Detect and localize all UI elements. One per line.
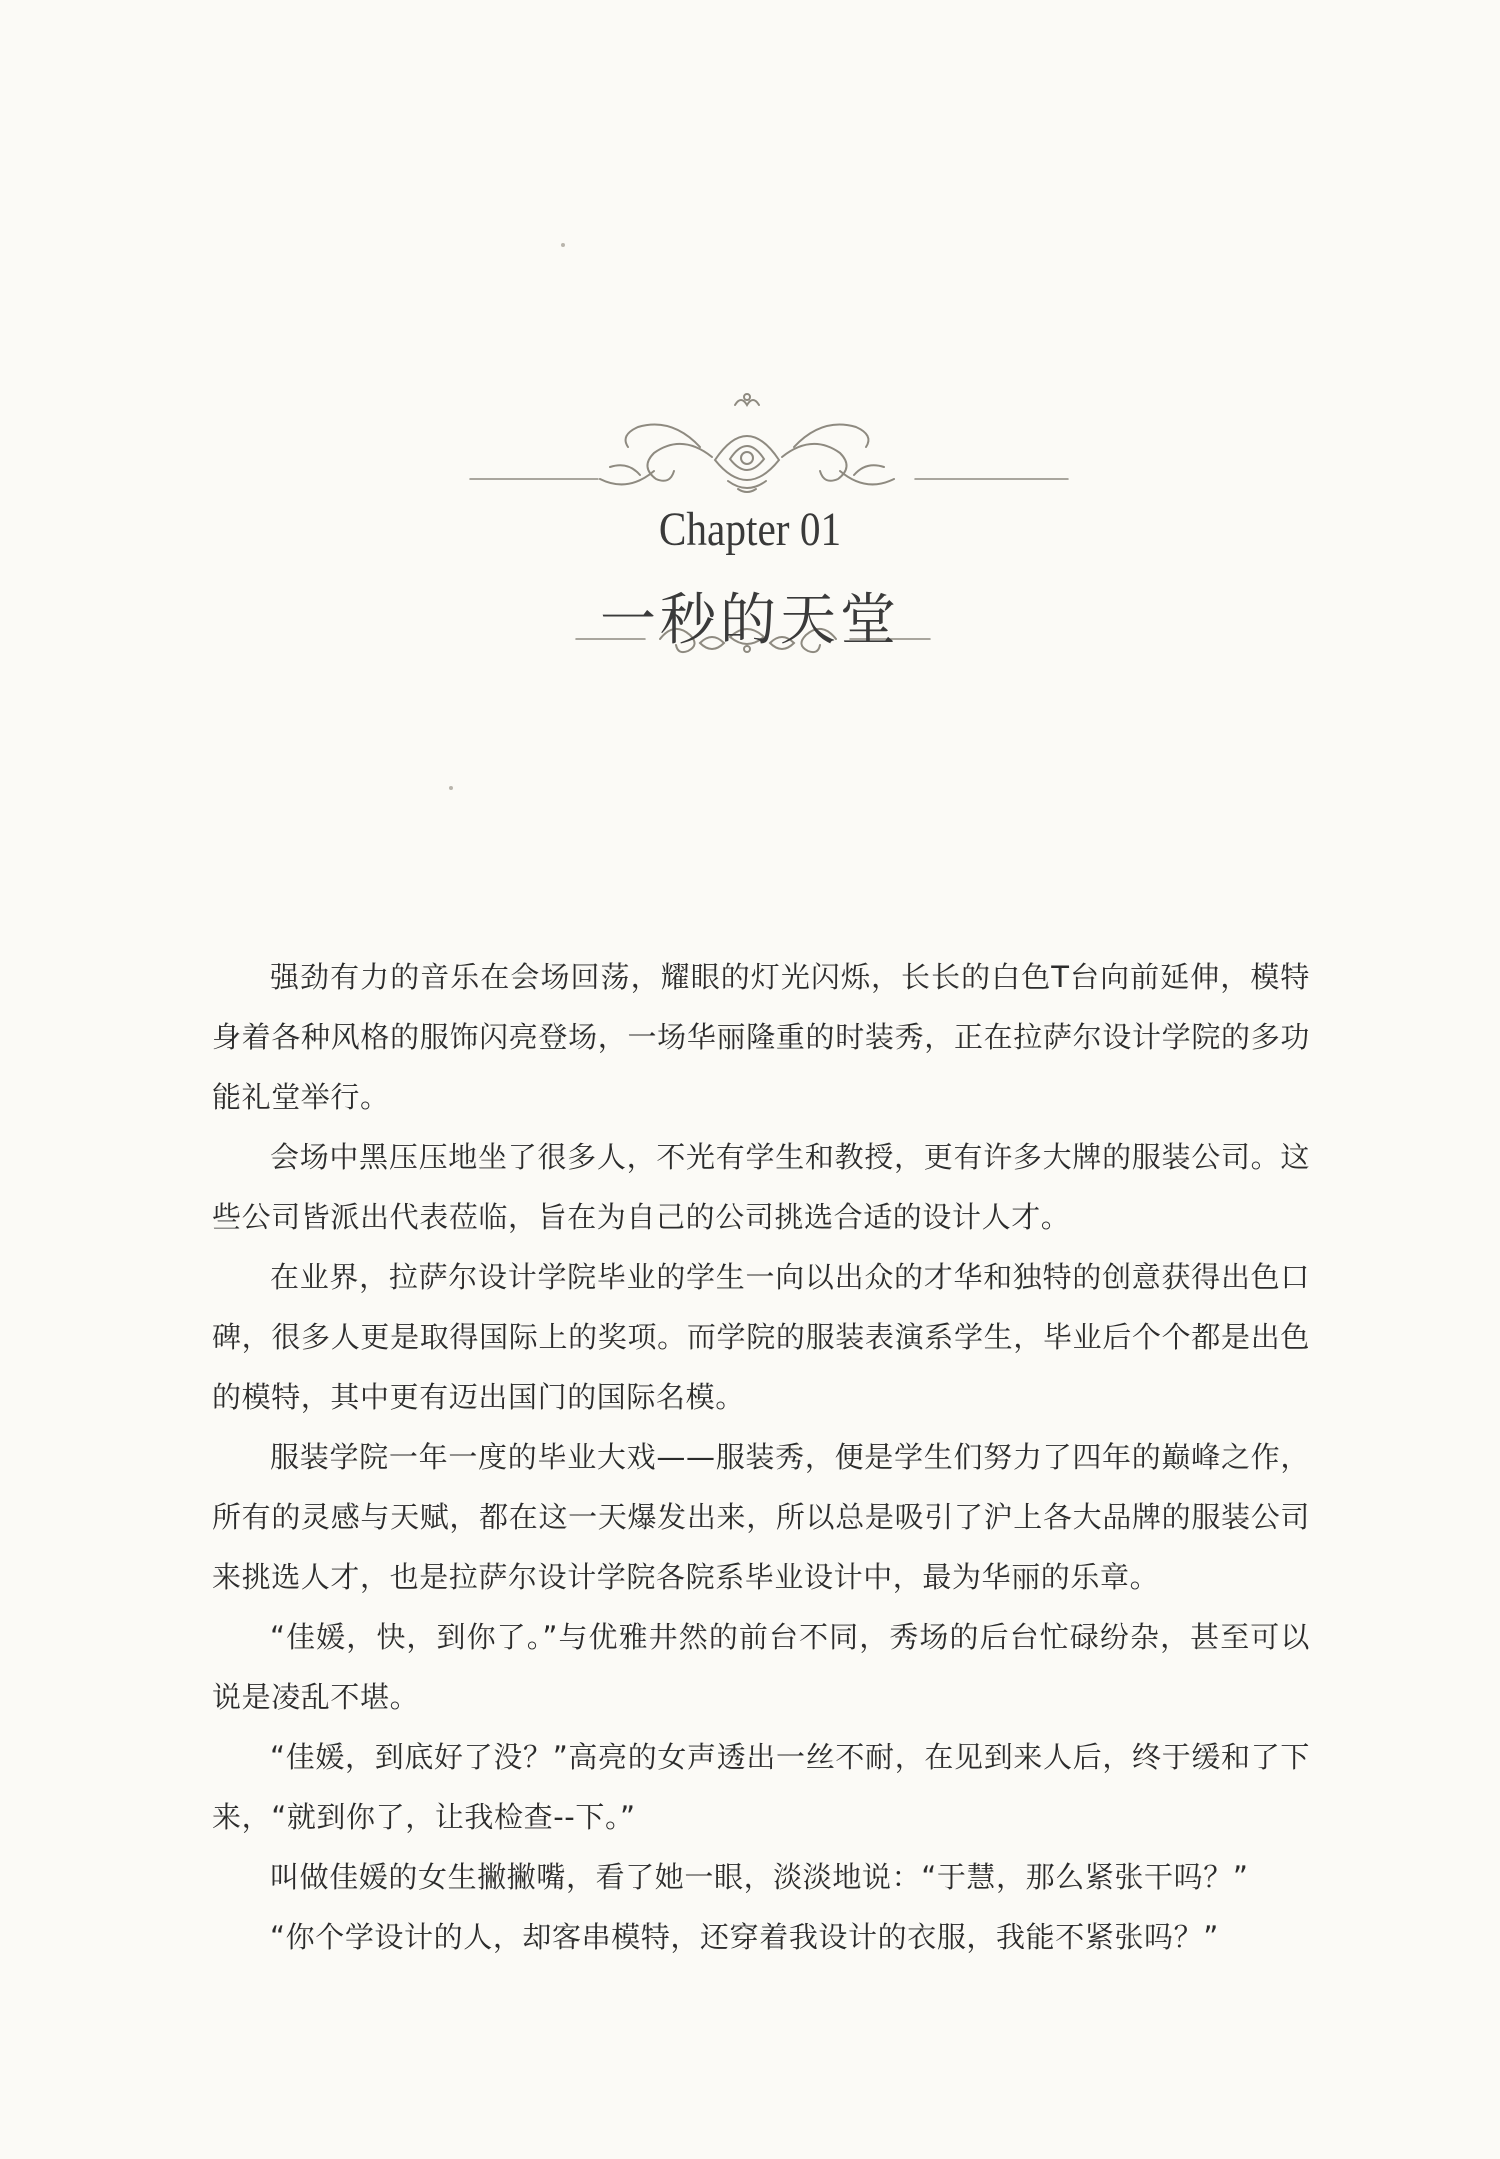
paper-speck — [449, 786, 453, 790]
paragraph: 叫做佳媛的女生撇撇嘴，看了她一眼，淡淡地说：“于慧，那么紧张干吗？” — [270, 1860, 1249, 1894]
chapter-number: Chapter 01 — [658, 503, 842, 556]
paragraph: “佳媛，到底好了没？”高亮的女声透出一丝不耐，在见到来人后，终于缓和了下来，“就到你了，让我检查--下。” — [212, 1740, 1310, 1834]
paper-speck — [561, 243, 565, 247]
paragraph: “你个学设计的人，却客串模特，还穿着我设计的衣服，我能不紧张吗？” — [270, 1920, 1219, 1954]
chapter-body — [212, 947, 1310, 1967]
chapter-title: 一秒的天堂 — [600, 588, 900, 653]
paragraph: 强劲有力的音乐在会场回荡，耀眼的灯光闪烁，长长的白色T台向前延伸，模特身着各种风格的服饰闪亮登场，一场华丽隆重的时装秀，正在拉萨尔设计学院的多功能礼堂举行。 — [212, 960, 1310, 1114]
paragraph: 会场中黑压压地坐了很多人，不光有学生和教授，更有许多大牌的服装公司。这些公司皆派出代表莅临，旨在为自己的公司挑选合适的设计人才。 — [212, 1140, 1310, 1234]
paragraph: 在业界，拉萨尔设计学院毕业的学生一向以出众的才华和独特的创意获得出色口碑，很多人更是取得国际上的奖项。而学院的服装表演系学生，毕业后个个都是出色的模特，其中更有迈出国门的国际名模。 — [212, 1260, 1310, 1414]
paragraph: “佳媛，快，到你了。”与优雅井然的前台不同，秀场的后台忙碌纷杂，甚至可以说是凌乱不堪。 — [212, 1620, 1310, 1714]
paragraph: 服装学院一年一度的毕业大戏——服装秀，便是学生们努力了四年的巅峰之作，所有的灵感与天赋，都在这一天爆发出来，所以总是吸引了沪上各大品牌的服装公司来挑选人才，也是拉萨尔设计学院各院系毕业设计中，最为华丽的乐章。 — [212, 1440, 1310, 1594]
